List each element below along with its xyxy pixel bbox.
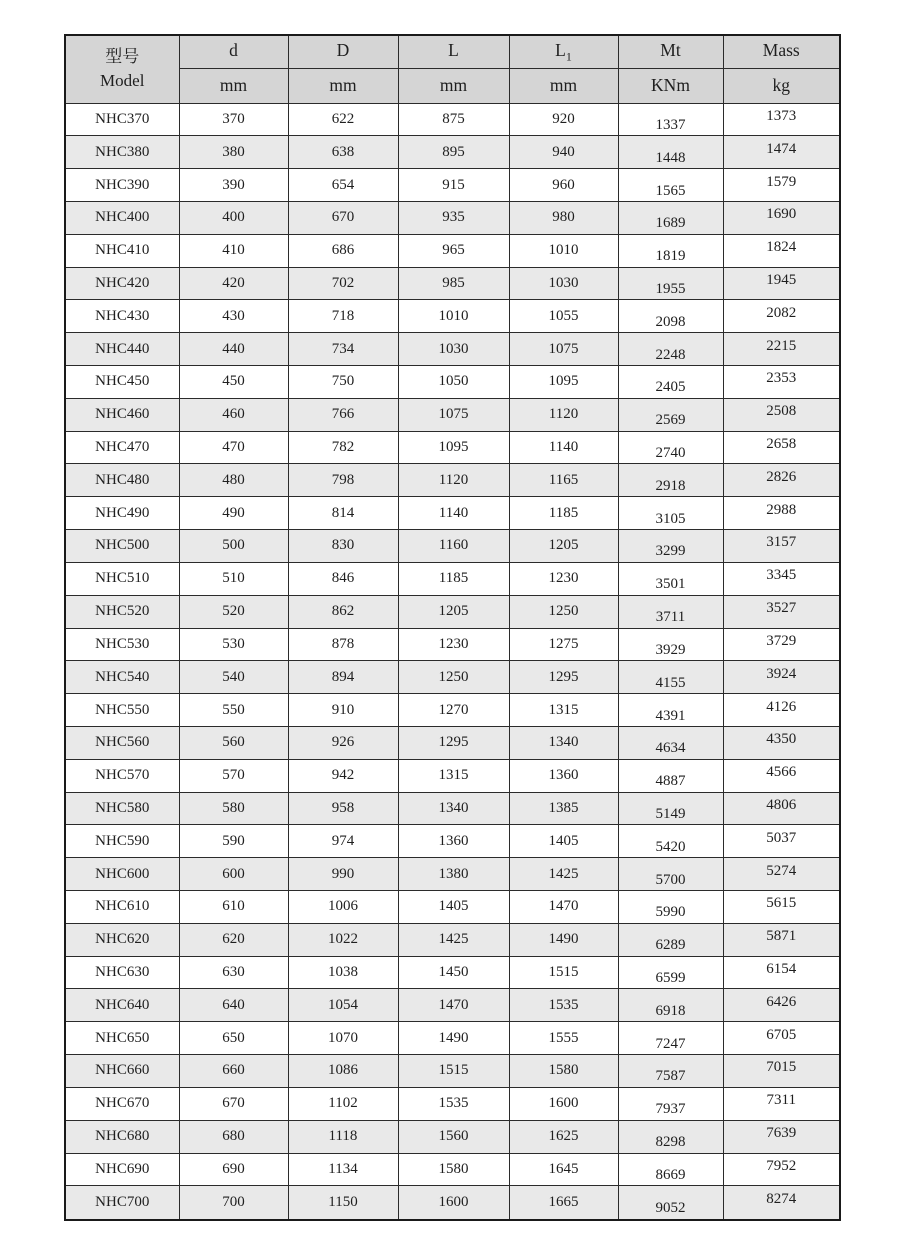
cell-D: 702 xyxy=(288,267,398,300)
column-header-L1: $L_1$ xyxy=(509,35,618,68)
cell-L1: 940 xyxy=(509,136,618,169)
cell-Mt: 6289 xyxy=(618,923,723,956)
cell-model: NHC480 xyxy=(65,464,179,497)
cell-Mt: 2098 xyxy=(618,300,723,333)
cell-L1: 1580 xyxy=(509,1055,618,1088)
table-row xyxy=(65,891,840,924)
cell-Mass: 3157 xyxy=(723,530,840,563)
table-row xyxy=(65,103,840,136)
cell-model: NHC590 xyxy=(65,825,179,858)
cell-Mt: 7937 xyxy=(618,1087,723,1120)
cell-L: 1095 xyxy=(398,431,509,464)
cell-d: 470 xyxy=(179,431,288,464)
cell-L: 1120 xyxy=(398,464,509,497)
cell-model: NHC660 xyxy=(65,1055,179,1088)
cell-Mt: 2569 xyxy=(618,398,723,431)
cell-D: 766 xyxy=(288,398,398,431)
cell-L: 1140 xyxy=(398,497,509,530)
cell-L: 1160 xyxy=(398,530,509,563)
cell-D: 1022 xyxy=(288,923,398,956)
cell-d: 700 xyxy=(179,1186,288,1220)
cell-d: 540 xyxy=(179,661,288,694)
cell-d: 520 xyxy=(179,595,288,628)
column-header-D: D xyxy=(288,35,398,68)
cell-D: 830 xyxy=(288,530,398,563)
cell-Mt: 7247 xyxy=(618,1022,723,1055)
cell-Mass: 1824 xyxy=(723,234,840,267)
cell-model: NHC560 xyxy=(65,726,179,759)
cell-Mass: 1474 xyxy=(723,136,840,169)
cell-L: 965 xyxy=(398,234,509,267)
cell-Mt: 2248 xyxy=(618,333,723,366)
cell-d: 530 xyxy=(179,628,288,661)
cell-L1: 1095 xyxy=(509,366,618,399)
cell-Mt: 2918 xyxy=(618,464,723,497)
header-row-units xyxy=(65,68,840,103)
cell-L1: 1665 xyxy=(509,1186,618,1220)
table-row xyxy=(65,923,840,956)
cell-model: NHC630 xyxy=(65,956,179,989)
cell-d: 650 xyxy=(179,1022,288,1055)
cell-D: 846 xyxy=(288,562,398,595)
cell-model: NHC700 xyxy=(65,1186,179,1220)
cell-d: 510 xyxy=(179,562,288,595)
cell-Mass: 2215 xyxy=(723,333,840,366)
unit-header-Mt: KNm xyxy=(618,68,723,103)
cell-L1: 1010 xyxy=(509,234,618,267)
table-row xyxy=(65,661,840,694)
table-row xyxy=(65,694,840,727)
cell-L: 1205 xyxy=(398,595,509,628)
cell-Mass: 7952 xyxy=(723,1153,840,1186)
cell-L: 1380 xyxy=(398,858,509,891)
cell-L: 1295 xyxy=(398,726,509,759)
cell-d: 500 xyxy=(179,530,288,563)
cell-L: 1580 xyxy=(398,1153,509,1186)
cell-L: 1010 xyxy=(398,300,509,333)
cell-Mt: 3929 xyxy=(618,628,723,661)
cell-d: 490 xyxy=(179,497,288,530)
cell-Mt: 6599 xyxy=(618,956,723,989)
cell-Mt: 3711 xyxy=(618,595,723,628)
cell-D: 798 xyxy=(288,464,398,497)
cell-L: 1230 xyxy=(398,628,509,661)
cell-d: 370 xyxy=(179,103,288,136)
table-row xyxy=(65,562,840,595)
cell-L: 1250 xyxy=(398,661,509,694)
cell-model: NHC650 xyxy=(65,1022,179,1055)
cell-model: NHC440 xyxy=(65,333,179,366)
cell-Mass: 5615 xyxy=(723,891,840,924)
cell-D: 622 xyxy=(288,103,398,136)
table-row xyxy=(65,726,840,759)
cell-D: 1006 xyxy=(288,891,398,924)
cell-Mt: 2405 xyxy=(618,366,723,399)
cell-L1: 1340 xyxy=(509,726,618,759)
column-header-d: d xyxy=(179,35,288,68)
cell-d: 460 xyxy=(179,398,288,431)
cell-Mt: 5149 xyxy=(618,792,723,825)
cell-model: NHC400 xyxy=(65,201,179,234)
cell-model: NHC500 xyxy=(65,530,179,563)
cell-model: NHC460 xyxy=(65,398,179,431)
header-row-labels xyxy=(65,35,840,68)
table-row xyxy=(65,169,840,202)
cell-Mt: 1565 xyxy=(618,169,723,202)
cell-L1: 1385 xyxy=(509,792,618,825)
cell-D: 1102 xyxy=(288,1087,398,1120)
table-row xyxy=(65,792,840,825)
cell-L1: 1645 xyxy=(509,1153,618,1186)
cell-L: 1535 xyxy=(398,1087,509,1120)
cell-model: NHC550 xyxy=(65,694,179,727)
cell-L: 1075 xyxy=(398,398,509,431)
cell-model: NHC420 xyxy=(65,267,179,300)
cell-D: 686 xyxy=(288,234,398,267)
unit-header-L: mm xyxy=(398,68,509,103)
cell-Mt: 8298 xyxy=(618,1120,723,1153)
cell-d: 440 xyxy=(179,333,288,366)
table-row xyxy=(65,234,840,267)
table-row xyxy=(65,300,840,333)
cell-L1: 1405 xyxy=(509,825,618,858)
cell-L1: 960 xyxy=(509,169,618,202)
column-header-Mt: Mt xyxy=(618,35,723,68)
cell-model: NHC410 xyxy=(65,234,179,267)
cell-L1: 1490 xyxy=(509,923,618,956)
cell-Mass: 5274 xyxy=(723,858,840,891)
cell-Mt: 5700 xyxy=(618,858,723,891)
cell-Mt: 9052 xyxy=(618,1186,723,1220)
cell-Mass: 4566 xyxy=(723,759,840,792)
cell-L1: 1120 xyxy=(509,398,618,431)
cell-model: NHC370 xyxy=(65,103,179,136)
cell-L: 1185 xyxy=(398,562,509,595)
column-header-Mass: Mass xyxy=(723,35,840,68)
cell-d: 640 xyxy=(179,989,288,1022)
cell-d: 410 xyxy=(179,234,288,267)
cell-L1: 1165 xyxy=(509,464,618,497)
cell-L: 875 xyxy=(398,103,509,136)
table-row xyxy=(65,530,840,563)
cell-Mass: 1373 xyxy=(723,103,840,136)
cell-Mass: 2082 xyxy=(723,300,840,333)
table-body xyxy=(65,103,840,1220)
cell-Mass: 1690 xyxy=(723,201,840,234)
cell-d: 590 xyxy=(179,825,288,858)
cell-d: 560 xyxy=(179,726,288,759)
cell-D: 910 xyxy=(288,694,398,727)
cell-model: NHC380 xyxy=(65,136,179,169)
cell-L: 1515 xyxy=(398,1055,509,1088)
cell-D: 942 xyxy=(288,759,398,792)
cell-Mt: 3299 xyxy=(618,530,723,563)
cell-d: 420 xyxy=(179,267,288,300)
cell-L: 1600 xyxy=(398,1186,509,1220)
table-row xyxy=(65,366,840,399)
unit-header-D: mm xyxy=(288,68,398,103)
cell-Mass: 7311 xyxy=(723,1087,840,1120)
cell-Mass: 7639 xyxy=(723,1120,840,1153)
cell-model: NHC520 xyxy=(65,595,179,628)
cell-D: 926 xyxy=(288,726,398,759)
cell-d: 680 xyxy=(179,1120,288,1153)
cell-model: NHC610 xyxy=(65,891,179,924)
cell-Mass: 5871 xyxy=(723,923,840,956)
cell-Mass: 3345 xyxy=(723,562,840,595)
cell-L1: 1185 xyxy=(509,497,618,530)
cell-L1: 1535 xyxy=(509,989,618,1022)
table-row xyxy=(65,858,840,891)
cell-d: 690 xyxy=(179,1153,288,1186)
table-row xyxy=(65,497,840,530)
table-row xyxy=(65,989,840,1022)
cell-d: 430 xyxy=(179,300,288,333)
cell-D: 974 xyxy=(288,825,398,858)
cell-d: 400 xyxy=(179,201,288,234)
cell-L1: 920 xyxy=(509,103,618,136)
cell-d: 630 xyxy=(179,956,288,989)
cell-Mt: 2740 xyxy=(618,431,723,464)
cell-Mass: 3924 xyxy=(723,661,840,694)
cell-L1: 1360 xyxy=(509,759,618,792)
cell-L1: 1030 xyxy=(509,267,618,300)
cell-Mt: 4155 xyxy=(618,661,723,694)
cell-D: 1118 xyxy=(288,1120,398,1153)
cell-Mass: 2353 xyxy=(723,366,840,399)
cell-Mass: 4806 xyxy=(723,792,840,825)
cell-L1: 1075 xyxy=(509,333,618,366)
cell-L: 1050 xyxy=(398,366,509,399)
table-row xyxy=(65,136,840,169)
table-row xyxy=(65,1087,840,1120)
cell-Mt: 3105 xyxy=(618,497,723,530)
cell-Mt: 3501 xyxy=(618,562,723,595)
cell-L: 1030 xyxy=(398,333,509,366)
cell-Mass: 8274 xyxy=(723,1186,840,1220)
cell-Mt: 7587 xyxy=(618,1055,723,1088)
cell-model: NHC450 xyxy=(65,366,179,399)
cell-model: NHC510 xyxy=(65,562,179,595)
spec-table xyxy=(64,34,841,1221)
cell-L1: 1425 xyxy=(509,858,618,891)
column-header-L: L xyxy=(398,35,509,68)
cell-D: 1038 xyxy=(288,956,398,989)
table-row xyxy=(65,398,840,431)
cell-Mass: 3729 xyxy=(723,628,840,661)
cell-D: 718 xyxy=(288,300,398,333)
cell-model: NHC620 xyxy=(65,923,179,956)
cell-L1: 1600 xyxy=(509,1087,618,1120)
cell-L1: 1275 xyxy=(509,628,618,661)
cell-d: 550 xyxy=(179,694,288,727)
cell-Mass: 7015 xyxy=(723,1055,840,1088)
spec-table-container xyxy=(64,34,839,1221)
model-label-cn: 型号 xyxy=(105,46,140,66)
cell-model: NHC430 xyxy=(65,300,179,333)
cell-L: 1470 xyxy=(398,989,509,1022)
column-header-model xyxy=(65,35,179,103)
cell-Mt: 1448 xyxy=(618,136,723,169)
cell-L: 1270 xyxy=(398,694,509,727)
cell-L1: 1205 xyxy=(509,530,618,563)
cell-Mt: 4391 xyxy=(618,694,723,727)
unit-header-d: mm xyxy=(179,68,288,103)
cell-L1: 1515 xyxy=(509,956,618,989)
table-row xyxy=(65,1120,840,1153)
cell-L: 1490 xyxy=(398,1022,509,1055)
cell-L: 1560 xyxy=(398,1120,509,1153)
cell-D: 1070 xyxy=(288,1022,398,1055)
cell-L1: 1555 xyxy=(509,1022,618,1055)
cell-L: 985 xyxy=(398,267,509,300)
cell-L: 1450 xyxy=(398,956,509,989)
cell-Mt: 1337 xyxy=(618,103,723,136)
cell-D: 878 xyxy=(288,628,398,661)
cell-D: 638 xyxy=(288,136,398,169)
table-row xyxy=(65,1153,840,1186)
cell-L: 1405 xyxy=(398,891,509,924)
cell-Mt: 8669 xyxy=(618,1153,723,1186)
cell-Mt: 1955 xyxy=(618,267,723,300)
cell-L1: 1295 xyxy=(509,661,618,694)
cell-model: NHC580 xyxy=(65,792,179,825)
cell-D: 782 xyxy=(288,431,398,464)
table-row xyxy=(65,267,840,300)
cell-L: 1360 xyxy=(398,825,509,858)
table-row xyxy=(65,333,840,366)
unit-header-Mass: kg xyxy=(723,68,840,103)
table-row xyxy=(65,595,840,628)
cell-Mass: 2508 xyxy=(723,398,840,431)
cell-Mass: 1945 xyxy=(723,267,840,300)
cell-Mass: 6705 xyxy=(723,1022,840,1055)
cell-Mt: 4634 xyxy=(618,726,723,759)
cell-D: 750 xyxy=(288,366,398,399)
cell-d: 610 xyxy=(179,891,288,924)
cell-d: 620 xyxy=(179,923,288,956)
cell-D: 654 xyxy=(288,169,398,202)
cell-Mt: 1819 xyxy=(618,234,723,267)
cell-D: 1134 xyxy=(288,1153,398,1186)
cell-D: 990 xyxy=(288,858,398,891)
cell-L1: 1625 xyxy=(509,1120,618,1153)
cell-L: 1315 xyxy=(398,759,509,792)
cell-model: NHC530 xyxy=(65,628,179,661)
cell-L1: 980 xyxy=(509,201,618,234)
cell-L: 895 xyxy=(398,136,509,169)
cell-model: NHC640 xyxy=(65,989,179,1022)
model-label-en: Model xyxy=(100,71,145,91)
cell-model: NHC540 xyxy=(65,661,179,694)
cell-d: 570 xyxy=(179,759,288,792)
unit-header-L1: mm xyxy=(509,68,618,103)
cell-model: NHC670 xyxy=(65,1087,179,1120)
cell-d: 480 xyxy=(179,464,288,497)
cell-D: 814 xyxy=(288,497,398,530)
cell-model: NHC600 xyxy=(65,858,179,891)
table-row xyxy=(65,464,840,497)
cell-model: NHC390 xyxy=(65,169,179,202)
cell-D: 894 xyxy=(288,661,398,694)
cell-L1: 1230 xyxy=(509,562,618,595)
cell-D: 862 xyxy=(288,595,398,628)
cell-model: NHC570 xyxy=(65,759,179,792)
cell-model: NHC690 xyxy=(65,1153,179,1186)
cell-D: 1150 xyxy=(288,1186,398,1220)
table-row xyxy=(65,1186,840,1220)
cell-d: 600 xyxy=(179,858,288,891)
cell-D: 670 xyxy=(288,201,398,234)
table-row xyxy=(65,759,840,792)
cell-d: 660 xyxy=(179,1055,288,1088)
cell-Mass: 2826 xyxy=(723,464,840,497)
cell-Mass: 6154 xyxy=(723,956,840,989)
cell-Mass: 5037 xyxy=(723,825,840,858)
cell-D: 958 xyxy=(288,792,398,825)
cell-L1: 1470 xyxy=(509,891,618,924)
cell-Mt: 1689 xyxy=(618,201,723,234)
table-row xyxy=(65,956,840,989)
cell-Mass: 4350 xyxy=(723,726,840,759)
cell-L1: 1250 xyxy=(509,595,618,628)
cell-model: NHC680 xyxy=(65,1120,179,1153)
table-row xyxy=(65,201,840,234)
cell-D: 1086 xyxy=(288,1055,398,1088)
cell-L: 935 xyxy=(398,201,509,234)
cell-D: 734 xyxy=(288,333,398,366)
cell-d: 670 xyxy=(179,1087,288,1120)
cell-d: 380 xyxy=(179,136,288,169)
table-row xyxy=(65,628,840,661)
cell-Mt: 5420 xyxy=(618,825,723,858)
cell-d: 450 xyxy=(179,366,288,399)
cell-d: 580 xyxy=(179,792,288,825)
cell-Mass: 1579 xyxy=(723,169,840,202)
cell-L1: 1055 xyxy=(509,300,618,333)
cell-Mass: 2658 xyxy=(723,431,840,464)
cell-Mass: 4126 xyxy=(723,694,840,727)
cell-L: 915 xyxy=(398,169,509,202)
cell-Mass: 3527 xyxy=(723,595,840,628)
table-row xyxy=(65,1055,840,1088)
cell-d: 390 xyxy=(179,169,288,202)
table-row xyxy=(65,431,840,464)
cell-L1: 1140 xyxy=(509,431,618,464)
cell-Mt: 5990 xyxy=(618,891,723,924)
cell-model: NHC490 xyxy=(65,497,179,530)
cell-model: NHC470 xyxy=(65,431,179,464)
cell-Mt: 6918 xyxy=(618,989,723,1022)
table-header xyxy=(65,35,840,103)
cell-D: 1054 xyxy=(288,989,398,1022)
cell-L: 1425 xyxy=(398,923,509,956)
cell-L1: 1315 xyxy=(509,694,618,727)
cell-Mass: 2988 xyxy=(723,497,840,530)
cell-Mt: 4887 xyxy=(618,759,723,792)
table-row xyxy=(65,1022,840,1055)
cell-L: 1340 xyxy=(398,792,509,825)
table-row xyxy=(65,825,840,858)
cell-Mass: 6426 xyxy=(723,989,840,1022)
